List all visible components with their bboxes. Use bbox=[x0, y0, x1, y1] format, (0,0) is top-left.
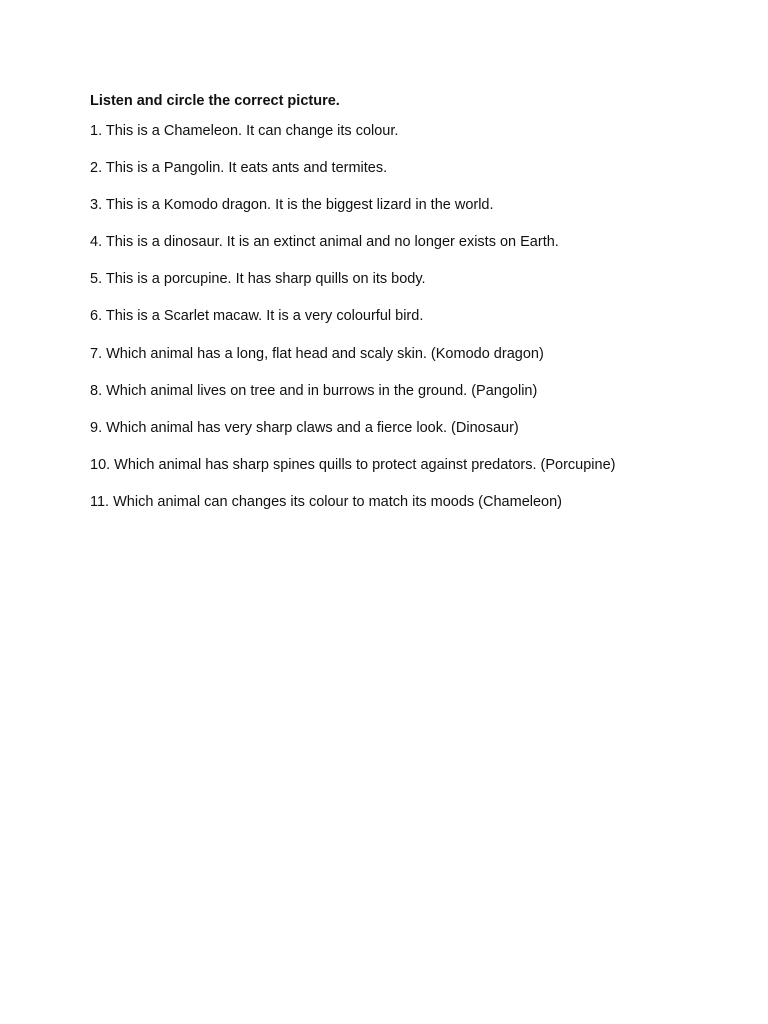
worksheet-item: 11. Which animal can changes its colour to match its moods (Chameleon) bbox=[90, 493, 563, 510]
worksheet-item-list bbox=[90, 122, 616, 530]
worksheet-item: 7. Which animal has a long, flat head and scaly skin. (Komodo dragon) bbox=[90, 345, 544, 362]
worksheet-item: 9. Which animal has very sharp claws and a fierce look. (Dinosaur) bbox=[90, 419, 519, 436]
worksheet-item: 10. Which animal has sharp spines quills to protect against predators. (Porcupine) bbox=[90, 456, 616, 473]
worksheet-item: 1. This is a Chameleon. It can change its colour. bbox=[90, 123, 399, 139]
worksheet-item: 3. This is a Komodo dragon. It is the biggest lizard in the world. bbox=[90, 197, 494, 214]
worksheet-item: 4. This is a dinosaur. It is an extinct animal and no longer exists on Earth. bbox=[90, 234, 559, 251]
worksheet-heading: Listen and circle the correct picture. bbox=[90, 93, 340, 109]
worksheet-item: 8. Which animal lives on tree and in burrows in the ground. (Pangolin) bbox=[90, 382, 538, 399]
worksheet-item: 2. This is a Pangolin. It eats ants and termites. bbox=[90, 160, 388, 177]
worksheet-item: 5. This is a porcupine. It has sharp quills on its body. bbox=[90, 271, 426, 288]
worksheet-item: 6. This is a Scarlet macaw. It is a very colourful bird. bbox=[90, 308, 424, 325]
